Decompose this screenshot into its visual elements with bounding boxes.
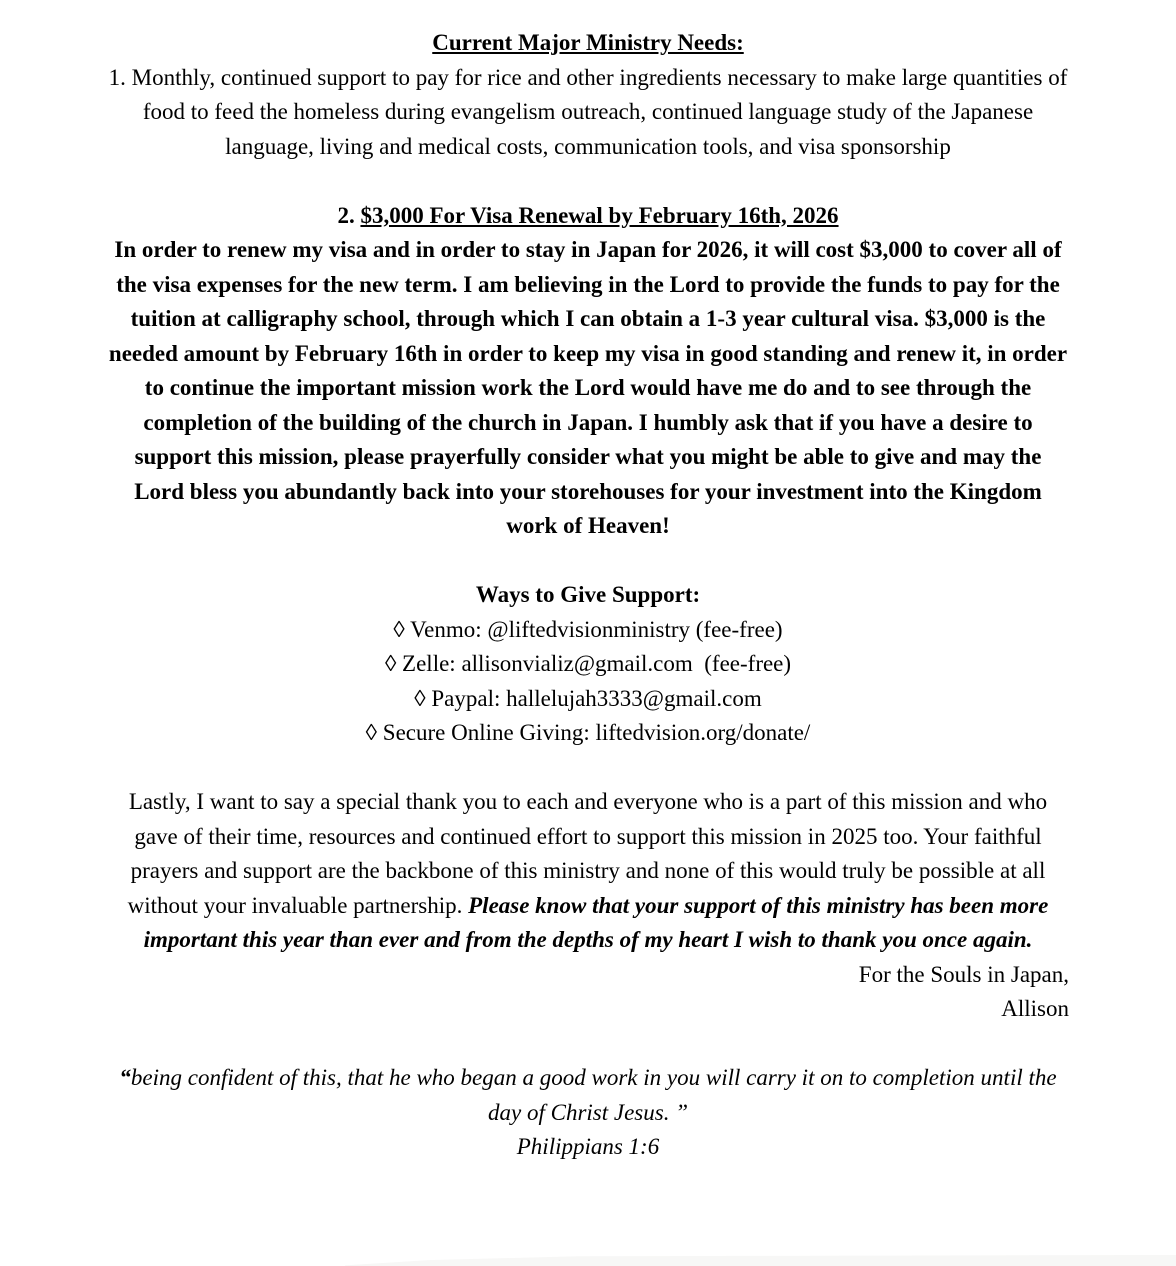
closing-paragraph (107, 785, 1069, 958)
section2-heading-title: $3,000 For Visa Renewal by February 16th, 2026 (360, 202, 839, 228)
give-option-zelle: ◊ Zelle: allisonvializ@gmail.com (fee-free) (384, 651, 792, 676)
give-option-venmo: ◊ Venmo: @liftedvisionministry (fee-free) (393, 616, 783, 642)
give-option-online-giving: ◊ Secure Online Giving: liftedvision.org/donate/ (365, 720, 811, 745)
scripture-quote (107, 1061, 1069, 1130)
scripture-reference: Philippians 1:6 (516, 1134, 660, 1159)
section1-body: 1. Monthly, continued support to pay for rice and other ingredients necessary to make large quantities of food to feed the homeless during evangelism outreach, continued language study of the Japanese language, living and medical costs, communication tools, and visa sponsorship (108, 64, 1068, 159)
scripture-quote-text: being confident of this, that he who began a good work in you will carry it on to completion until the day of Christ Jesus. ” (130, 1065, 1057, 1125)
closing-text: Lastly, I want to say a special thank you to each and everyone who is a part of this mission and who gave of their time, resources and continued effort to support this mission in 2025 too. Your faithful prayers and support are the backbone of this ministry and none of this would truly be possible at all without your invaluable partnership. (127, 789, 1048, 918)
section2-heading-number: 2. (337, 202, 361, 228)
give-option-paypal: ◊ Paypal: hallelujah3333@gmail.com (414, 685, 762, 711)
scripture-open-quote: “ (119, 1065, 131, 1090)
signoff-line-2: Allison (1001, 996, 1069, 1021)
section2-body: In order to renew my visa and in order to stay in Japan for 2026, it will cost $3,000 to cover all of the visa expenses for the new term. I am believing in the Lord to provide the funds to pay for the tuition at calligraphy school, through which I can obtain a 1-3 year cultural visa. $3,000 is the needed amount by February 16th in order to keep my visa in good standing and renew it, in order to continue the important mission work the Lord would have me do and to see through the completion of the building of the church in Japan. I humbly ask that if you have a desire to support this mission, please prayerfully consider what you might be able to give and may the Lord bless you abundantly back into your storehouses for your investment into the Kingdom work of Heaven! (108, 237, 1068, 538)
closing-emphasis-text: Please know that your support of this ministry has been more important this year than ever and from the depths of my heart I wish to thank you once again. (143, 892, 1049, 952)
section2-heading (107, 199, 1069, 234)
signoff-line-1: For the Souls in Japan, (858, 961, 1069, 987)
section1-heading: Current Major Ministry Needs: (432, 30, 744, 55)
give-support-heading: Ways to Give Support: (475, 582, 701, 607)
